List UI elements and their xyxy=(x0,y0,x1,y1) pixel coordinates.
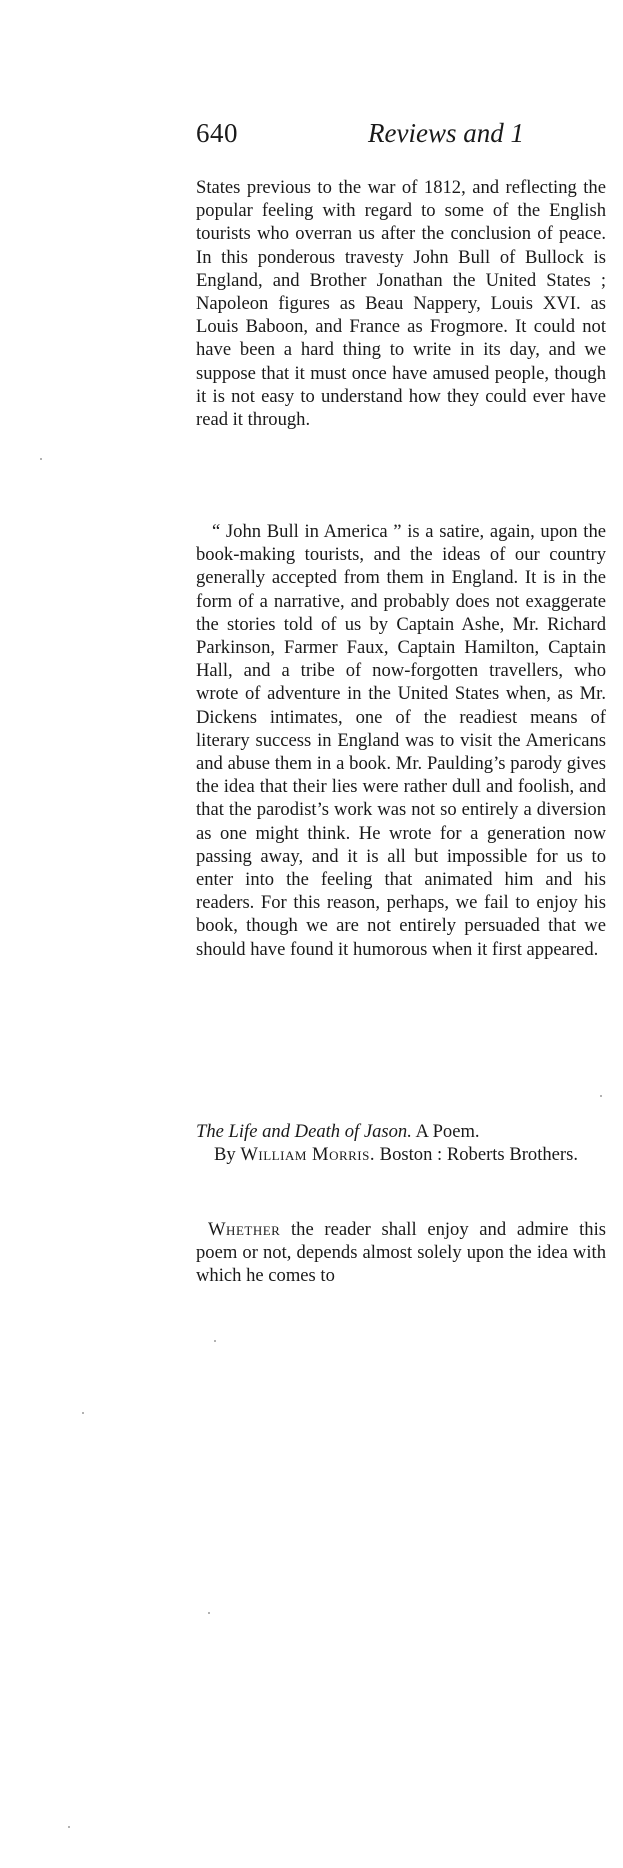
lead-word: Whether xyxy=(208,1219,281,1240)
scan-speck xyxy=(68,1826,70,1828)
review-title-line xyxy=(196,1120,606,1143)
review-author-line xyxy=(196,1143,606,1166)
review-heading xyxy=(196,1120,606,1166)
book-title: The Life and Death of Jason. xyxy=(196,1121,412,1142)
author-prefix: By xyxy=(214,1144,236,1166)
book-author: William Morris. xyxy=(240,1144,376,1166)
paragraph-2-text: “ John Bull in America ” is a satire, again, upon the book-making tourists, and the ideas of our country generally accepted from them in England. It is in the form of a narrative, and probably does not exaggerate the stories told of us by Captain Ashe, Mr. Richard Parkinson, Farmer Faux, Captain Hamilton, Captain Hall, and a tribe of now-forgotten travellers, who wrote of adventure in the United States when, as Mr. Dickens intimates, one of the readiest means of literary success in England was to visit the Americans and abuse them in a book. Mr. Paulding’s parody gives the idea that their lies were rather dull and foolish, and that the parodist’s work was not so entirely a diversion as one might think. He wrote for a generation now passing away, and it is all but impossible for us to enter into the feeling that animated him and his readers. For this reason, perhaps, we fail to enjoy his book, though we are not entirely persuaded that we should have found it humorous when it first appeared. xyxy=(196,521,606,960)
page-number: 640 xyxy=(196,118,238,148)
paragraph-1-text: States previous to the war of 1812, and reflecting the popular feeling with regard to some of the English tourists who overran us after the conclusion of peace. In this ponderous travesty John Bull of Bullock is England, and Brother Jonathan the United States ; Napoleon figures as Beau Nappery, Louis XVI. as Louis Baboon, and France as Frogmore. It could not have been a hard thing to write in its day, and we suppose that it must once have amused people, though it is not easy to understand how they could ever have read it through. xyxy=(196,177,606,431)
book-publisher: Boston : Roberts Brothers. xyxy=(379,1144,579,1166)
paragraph-1 xyxy=(196,176,606,431)
scan-speck xyxy=(214,1340,216,1342)
scan-speck xyxy=(600,1095,602,1097)
paragraph-3 xyxy=(196,1218,606,1288)
paragraph-3-text xyxy=(196,1218,606,1288)
paragraph-3-body: the reader shall enjoy and admire this poem or not, depends almost solely upon the idea with which he comes to xyxy=(196,1219,606,1287)
scan-speck xyxy=(208,1612,210,1614)
scan-speck xyxy=(40,458,42,460)
scan-speck xyxy=(82,1412,84,1414)
page-header xyxy=(196,118,623,158)
book-subtitle: A Poem. xyxy=(415,1121,480,1142)
running-head: Reviews and 1 xyxy=(368,118,524,148)
paragraph-2 xyxy=(196,520,606,961)
